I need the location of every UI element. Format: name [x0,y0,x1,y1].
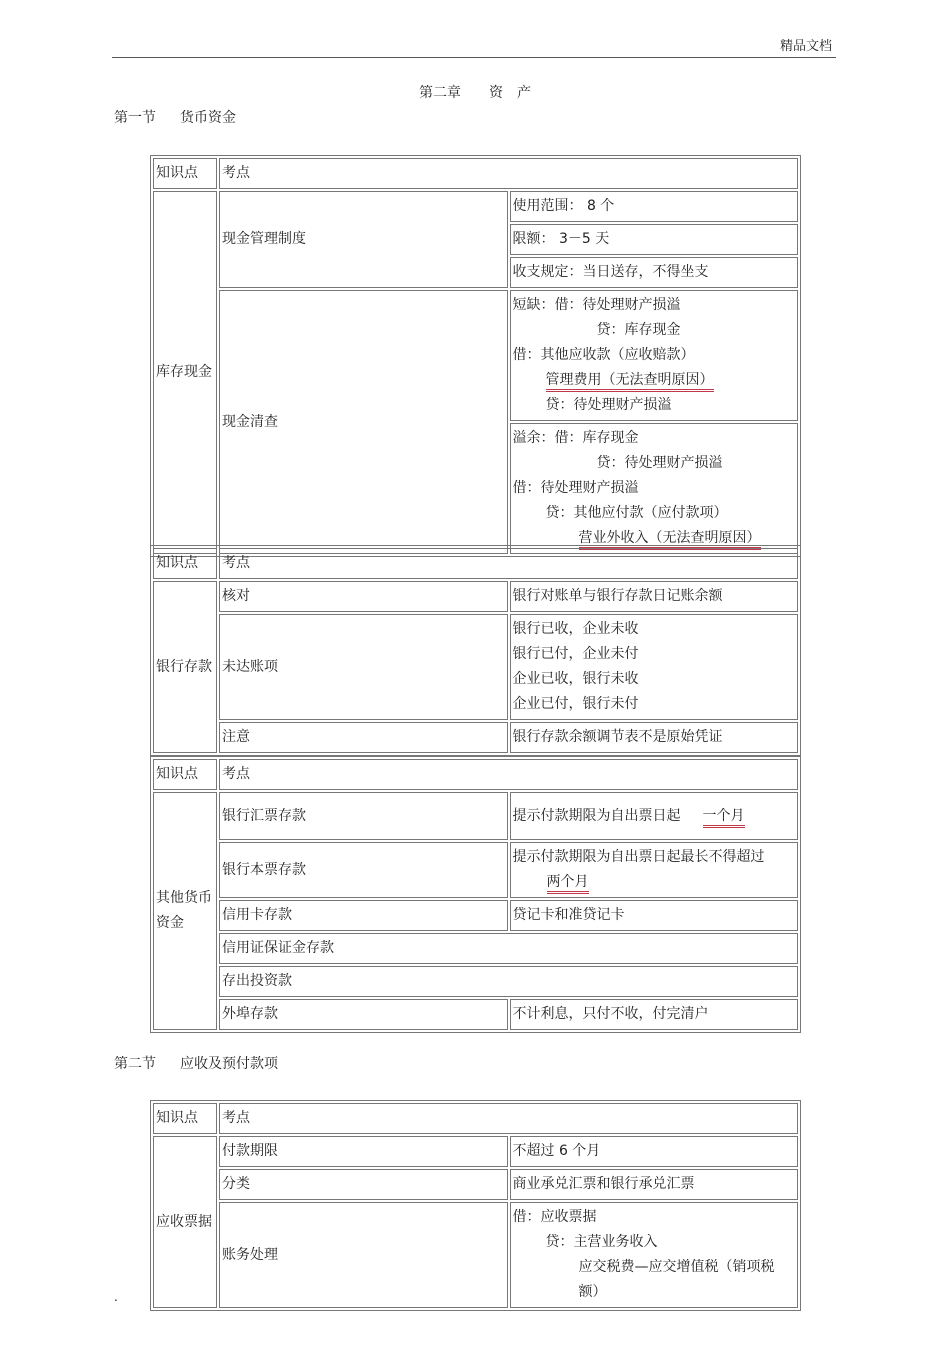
credit-card-value: 贷记卡和准贷记卡 [510,900,799,931]
shortage-line-4: 管理费用（无法查明原因） [546,372,714,392]
section-1-number: 第一节 [114,110,156,126]
entry-line-1: 借：应收票据 [512,1209,597,1225]
header-exam-point: 考点 [219,158,798,189]
table-cash-on-hand [150,155,801,557]
section-2-number: 第二节 [114,1056,156,1072]
entry-line-3: 应交税费—应交增值税（销项税额） [578,1259,775,1300]
accounting-entries [510,1202,799,1308]
topic-notes-receivable: 应收票据 [153,1136,217,1308]
note-value: 银行存款余额调节表不是原始凭证 [510,722,799,753]
label-outstanding: 未达账项 [219,614,508,720]
section-2-title: 应收及预付款项 [180,1056,278,1072]
label-credit-card: 信用卡存款 [219,900,508,931]
cashier-check-text: 提示付款期限为自出票日起最长不得超过 [512,849,765,865]
shortage-line-3: 借：其他应收款（应收赔款） [512,347,695,363]
cash-limit: 限额： 3－5 天 [510,224,799,255]
label-classification: 分类 [219,1169,508,1200]
cashier-check-value [510,842,799,898]
cash-scope: 使用范围： 8 个 [510,191,799,222]
topic-other-funds: 其他货币资金 [153,792,217,1030]
outstanding-item: 银行已付，企业未付 [512,646,639,662]
footer-dot: . [114,1290,118,1304]
chapter-title: 第二章 资 产 [419,85,531,101]
header-knowledge-point: 知识点 [153,759,217,790]
cash-surplus [510,423,799,554]
label-investment-deposit: 存出投资款 [219,966,798,997]
bank-draft-value [510,792,799,840]
cash-shortage [510,290,799,421]
header-tag: 精品文档 [780,39,833,54]
cashier-check-period: 两个月 [547,874,589,894]
label-cashier-check: 银行本票存款 [219,842,508,898]
section-1-title: 货币资金 [180,110,236,126]
bank-draft-period: 一个月 [703,808,745,828]
header-exam-point: 考点 [219,1103,798,1134]
shortage-line-5: 贷：待处理财产损溢 [545,397,672,413]
outstanding-item: 银行已收，企业未收 [512,621,639,637]
label-bank-draft: 银行汇票存款 [219,792,508,840]
label-accounting: 账务处理 [219,1202,508,1308]
outstanding-item: 企业已收，银行未收 [512,671,639,687]
surplus-line-3: 借：待处理财产损溢 [512,480,639,496]
surplus-line-2: 贷：待处理财产损溢 [596,455,723,471]
classification-value: 商业承兑汇票和银行承兑汇票 [510,1169,799,1200]
label-reconcile: 核对 [219,581,508,612]
surplus-line-1: 溢余：借：库存现金 [512,430,639,446]
surplus-line-4: 贷：其他应付款（应付款项） [545,505,728,521]
header-exam-point: 考点 [219,759,798,790]
label-lc-deposit: 信用证保证金存款 [219,933,798,964]
header-knowledge-point: 知识点 [153,158,217,189]
section-2-heading [114,1053,278,1073]
table-other-monetary-funds [150,756,801,1033]
table-notes-receivable [150,1100,801,1311]
shortage-line-2: 贷：库存现金 [596,322,681,338]
shortage-line-1: 短缺：借：待处理财产损溢 [512,297,681,313]
outstanding-item: 企业已付，银行未付 [512,696,639,712]
topic-cash: 库存现金 [153,191,217,554]
cash-rule: 收支规定：当日送存，不得坐支 [510,257,799,288]
header-knowledge-point: 知识点 [153,1103,217,1134]
reconcile-value: 银行对账单与银行存款日记账余额 [510,581,799,612]
surplus-line-5: 营业外收入（无法查明原因） [579,530,761,550]
topic-bank-deposit: 银行存款 [153,581,217,753]
header-exam-point: 考点 [219,548,798,579]
table-bank-deposit [150,545,801,756]
entry-line-2: 贷：主营业务收入 [545,1234,658,1250]
label-cash-management: 现金管理制度 [219,191,508,288]
section-1-heading [114,107,236,127]
label-remote-deposit: 外埠存款 [219,999,508,1030]
header-divider [112,57,836,58]
outstanding-items [510,614,799,720]
label-cash-count: 现金清查 [219,290,508,554]
header-knowledge-point: 知识点 [153,548,217,579]
label-term: 付款期限 [219,1136,508,1167]
label-note: 注意 [219,722,508,753]
term-value: 不超过 6 个月 [510,1136,799,1167]
bank-draft-text: 提示付款期限为自出票日起 [512,807,681,824]
remote-deposit-value: 不计利息，只付不收，付完清户 [510,999,799,1030]
